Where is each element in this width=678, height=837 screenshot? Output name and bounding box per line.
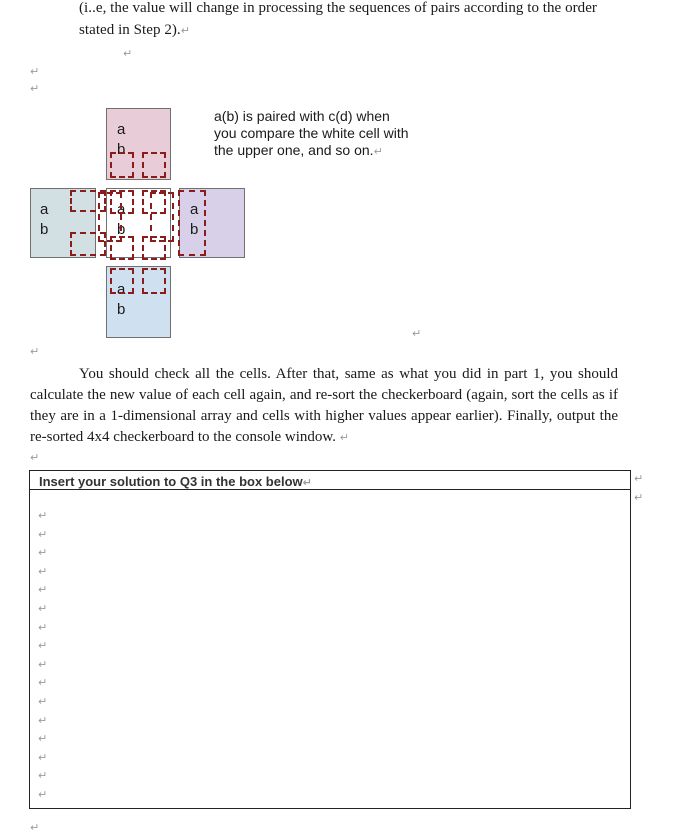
empty-line-mark: ↵ bbox=[38, 620, 48, 634]
paragraph-mark: ↵ bbox=[30, 821, 40, 834]
empty-line-mark: ↵ bbox=[38, 788, 48, 801]
cell-diagram bbox=[0, 0, 678, 360]
center-cell-a-label: a bbox=[117, 201, 126, 218]
paragraph-mark: ↵ bbox=[180, 24, 190, 37]
empty-line-mark: ↵ bbox=[38, 509, 48, 522]
pair-box-top-b bbox=[142, 152, 166, 178]
answer-input-box[interactable] bbox=[29, 489, 631, 809]
center-cell-b-label: b bbox=[117, 221, 126, 238]
left-cell-a-label: a bbox=[40, 201, 49, 218]
empty-line-mark: ↵ bbox=[38, 750, 48, 764]
paragraph-mark: ↵ bbox=[123, 47, 133, 60]
row-end-mark: ↵ bbox=[634, 491, 644, 504]
row-end-mark: ↵ bbox=[634, 472, 644, 485]
right-cell-b-label: b bbox=[190, 221, 199, 238]
pair-box-center-bottom-b bbox=[142, 236, 166, 260]
pair-box-right bbox=[178, 190, 206, 256]
bottom-cell-b-label: b bbox=[117, 301, 126, 318]
paragraph-mark: ↵ bbox=[30, 82, 40, 95]
paragraph-mark: ↵ bbox=[30, 65, 40, 78]
empty-line-mark: ↵ bbox=[38, 676, 48, 690]
empty-line-mark: ↵ bbox=[38, 546, 48, 560]
empty-line-mark: ↵ bbox=[38, 583, 48, 597]
instruction-text: You should check all the cells. After that, same as what you did in part 1, you should calculate the new value of each cell again, and re-sort the checkerboard (again, sort the cells as if they are in a 1-dimensional array and cells with higher values appear earlier). Finally, output the re-sorted 4x4 checkerboard to the console window. bbox=[30, 366, 618, 445]
top-paragraph-text: (i..e, the value will change in processing the sequences of pairs according to the order stated in Step 2). bbox=[79, 0, 597, 38]
left-cell-b-label: b bbox=[40, 221, 49, 238]
paragraph-mark: ↵ bbox=[302, 476, 312, 489]
empty-line-mark: ↵ bbox=[38, 732, 48, 746]
pair-box-center-bottom-a bbox=[110, 236, 134, 260]
empty-line-mark: ↵ bbox=[38, 564, 48, 578]
empty-line-mark: ↵ bbox=[38, 769, 48, 783]
pair-box-bottom-a bbox=[110, 268, 134, 294]
empty-line-mark: ↵ bbox=[38, 657, 48, 671]
paragraph-mark: ↵ bbox=[30, 345, 40, 358]
empty-line-mark: ↵ bbox=[38, 527, 48, 541]
empty-line-mark: ↵ bbox=[38, 713, 48, 727]
top-cell-a-label: a bbox=[117, 121, 126, 138]
paragraph-mark: ↵ bbox=[339, 431, 349, 444]
empty-line-mark: ↵ bbox=[38, 639, 48, 653]
paragraph-mark: ↵ bbox=[412, 327, 422, 340]
bottom-cell-a-label: a bbox=[117, 281, 126, 298]
empty-line-mark: ↵ bbox=[38, 602, 48, 615]
empty-line-mark: ↵ bbox=[38, 695, 48, 708]
pair-box-bottom-b bbox=[142, 268, 166, 294]
pair-box-left-lower bbox=[70, 232, 106, 256]
answer-header-cell bbox=[29, 470, 631, 490]
right-cell-a-label: a bbox=[190, 201, 199, 218]
answer-header-text: Insert your solution to Q3 in the box below bbox=[39, 474, 303, 489]
paragraph-mark: ↵ bbox=[30, 451, 40, 464]
pair-box-center-right bbox=[150, 192, 174, 242]
top-cell-b-label: b bbox=[117, 141, 126, 158]
pairing-note-text: a(b) is paired with c(d) when you compare the white cell with the upper one, and so on. bbox=[214, 108, 409, 158]
paragraph-mark: ↵ bbox=[373, 145, 383, 158]
instruction-paragraph bbox=[30, 364, 618, 448]
pair-box-top-a bbox=[110, 152, 134, 178]
pairing-note bbox=[214, 108, 414, 159]
